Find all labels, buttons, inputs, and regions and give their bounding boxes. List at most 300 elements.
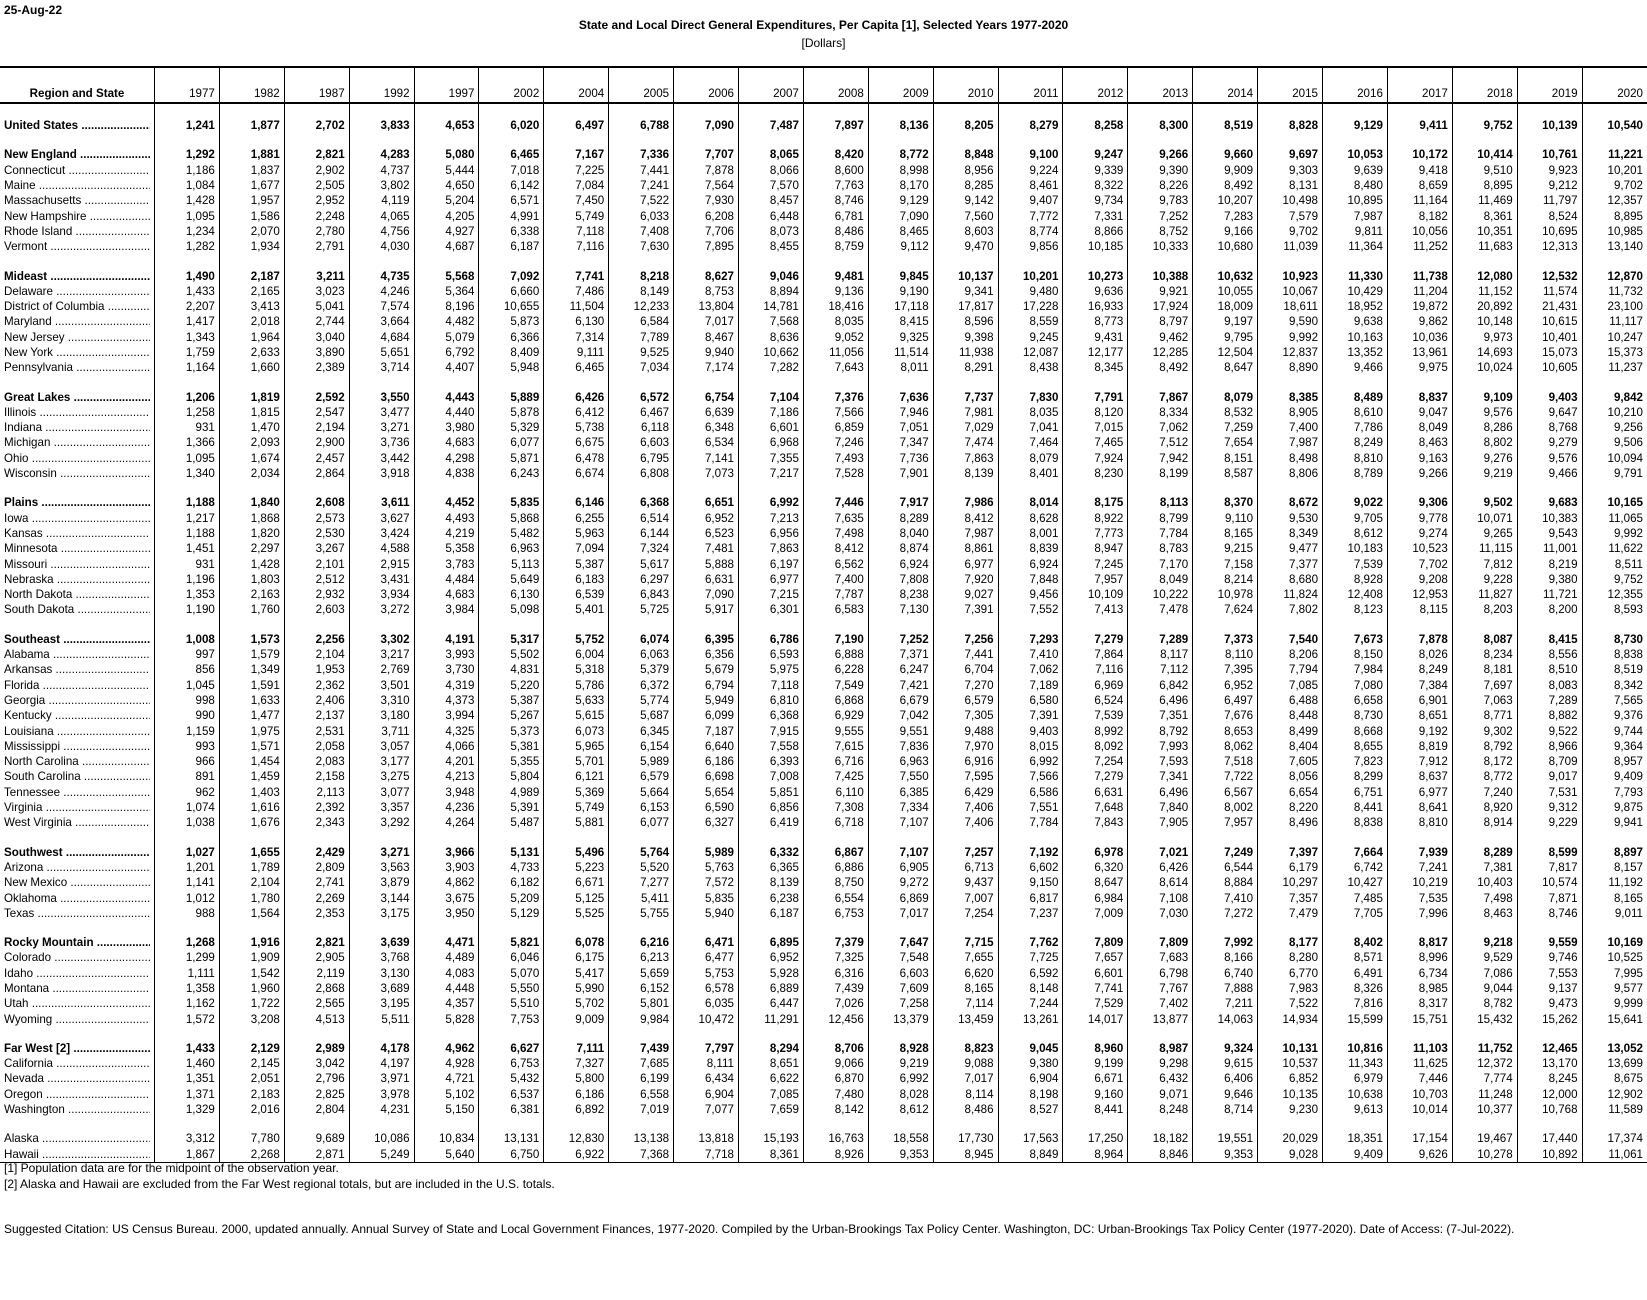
- value-cell: 7,643: [803, 360, 868, 375]
- row-name: [0, 163, 154, 178]
- value-cell: 7,595: [933, 769, 998, 784]
- value-cell: 1,366: [154, 435, 219, 450]
- value-cell: 9,975: [1387, 360, 1452, 375]
- spacer-cell: [414, 481, 479, 495]
- spacer-cell: [349, 830, 414, 844]
- value-cell: 8,797: [1128, 314, 1193, 329]
- value-cell: 6,901: [1387, 693, 1452, 708]
- spacer-cell: [739, 133, 804, 147]
- value-cell: 7,034: [609, 360, 674, 375]
- value-cell: 1,960: [219, 981, 284, 996]
- value-cell: 2,871: [284, 1147, 349, 1163]
- value-cell: 7,558: [739, 739, 804, 754]
- value-cell: 5,358: [414, 541, 479, 556]
- spacer-cell: [1452, 254, 1517, 268]
- value-cell: 2,165: [219, 284, 284, 299]
- value-cell: 7,763: [803, 178, 868, 193]
- value-cell: 9,647: [1517, 405, 1582, 420]
- value-cell: 5,654: [674, 785, 739, 800]
- value-cell: 8,714: [1193, 1102, 1258, 1117]
- value-cell: 5,725: [609, 602, 674, 617]
- value-cell: 6,658: [1323, 693, 1388, 708]
- spacer-cell: [803, 618, 868, 632]
- value-cell: 6,142: [479, 178, 544, 193]
- value-cell: 8,928: [868, 1041, 933, 1056]
- value-cell: 9,298: [1128, 1056, 1193, 1071]
- value-cell: 1,674: [219, 451, 284, 466]
- value-cell: 7,512: [1128, 435, 1193, 450]
- value-cell: 6,631: [674, 572, 739, 587]
- row-name-text: Tennessee .....: [4, 785, 150, 800]
- value-cell: 5,633: [544, 693, 609, 708]
- value-cell: 3,736: [349, 435, 414, 450]
- state-row: [0, 981, 1647, 996]
- value-cell: 14,017: [1063, 1011, 1128, 1026]
- value-cell: 7,017: [674, 314, 739, 329]
- value-cell: 9,811: [1323, 224, 1388, 239]
- row-name-text: Mississippi .....: [4, 739, 150, 754]
- footnote-2: [2] Alaska and Hawaii are excluded from the Far West regional totals, but are included in the U.S. totals.: [4, 1177, 555, 1191]
- value-cell: 8,672: [1258, 495, 1323, 510]
- value-cell: 7,480: [803, 1087, 868, 1102]
- value-cell: 5,487: [479, 815, 544, 830]
- value-cell: 8,299: [1323, 769, 1388, 784]
- value-cell: 7,062: [998, 662, 1063, 677]
- value-cell: 10,703: [1387, 1087, 1452, 1102]
- spacer-cell: [1128, 375, 1193, 389]
- value-cell: 8,461: [998, 178, 1063, 193]
- value-cell: 9,137: [1517, 981, 1582, 996]
- value-cell: 1,045: [154, 678, 219, 693]
- value-cell: 6,956: [739, 526, 804, 541]
- value-cell: 7,174: [674, 360, 739, 375]
- value-cell: 6,327: [674, 815, 739, 830]
- value-cell: 8,774: [998, 224, 1063, 239]
- value-cell: 8,079: [998, 451, 1063, 466]
- value-cell: 7,498: [803, 526, 868, 541]
- value-cell: 7,901: [868, 466, 933, 481]
- value-cell: 12,372: [1452, 1056, 1517, 1071]
- value-cell: 7,080: [1323, 678, 1388, 693]
- value-cell: 4,862: [414, 875, 479, 890]
- value-cell: 7,498: [1452, 890, 1517, 905]
- value-cell: 7,707: [674, 147, 739, 162]
- value-cell: 7,780: [219, 1131, 284, 1146]
- spacer-cell: [1258, 254, 1323, 268]
- value-cell: 7,325: [803, 950, 868, 965]
- value-cell: 16,933: [1063, 299, 1128, 314]
- state-row: [0, 1147, 1647, 1163]
- spacer-cell: [1517, 1117, 1582, 1131]
- value-cell: 8,599: [1517, 844, 1582, 859]
- value-cell: 8,114: [933, 1087, 998, 1102]
- row-name-text: Wyoming .....: [4, 1012, 150, 1027]
- value-cell: 6,121: [544, 769, 609, 784]
- value-cell: 6,639: [674, 405, 739, 420]
- header-year: 2011: [998, 67, 1063, 103]
- value-cell: 6,963: [479, 541, 544, 556]
- value-cell: 2,821: [284, 935, 349, 950]
- value-cell: 7,114: [933, 996, 998, 1011]
- value-cell: 11,204: [1387, 284, 1452, 299]
- value-cell: 8,136: [868, 118, 933, 133]
- value-cell: 6,152: [609, 981, 674, 996]
- value-cell: 7,446: [1387, 1071, 1452, 1086]
- value-cell: 5,651: [349, 345, 414, 360]
- spacer-cell: [284, 133, 349, 147]
- spacer-cell: [219, 375, 284, 389]
- value-cell: 6,992: [739, 495, 804, 510]
- value-cell: 2,104: [284, 647, 349, 662]
- value-cell: 2,248: [284, 208, 349, 223]
- value-cell: 8,499: [1258, 723, 1323, 738]
- value-cell: 7,252: [1128, 208, 1193, 223]
- value-cell: 7,570: [739, 178, 804, 193]
- value-cell: 5,220: [479, 678, 544, 693]
- row-name: [0, 284, 154, 299]
- value-cell: 7,450: [544, 193, 609, 208]
- value-cell: 7,664: [1323, 844, 1388, 859]
- value-cell: 17,154: [1387, 1131, 1452, 1146]
- value-cell: 6,794: [674, 678, 739, 693]
- spacer-cell: [479, 921, 544, 935]
- value-cell: 8,627: [674, 268, 739, 283]
- region-row: [0, 495, 1647, 510]
- spacer-cell: [1128, 1117, 1193, 1131]
- state-row: [0, 466, 1647, 481]
- value-cell: 9,576: [1452, 405, 1517, 420]
- value-cell: 7,648: [1063, 800, 1128, 815]
- value-cell: 8,465: [868, 224, 933, 239]
- spacer-cell: [803, 103, 868, 118]
- spacer-cell: [1258, 103, 1323, 118]
- value-cell: 7,118: [544, 224, 609, 239]
- value-cell: 8,385: [1258, 389, 1323, 404]
- value-cell: 1,677: [219, 178, 284, 193]
- value-cell: 9,129: [868, 193, 933, 208]
- value-cell: 5,749: [544, 208, 609, 223]
- value-cell: 3,627: [349, 511, 414, 526]
- value-cell: 17,924: [1128, 299, 1193, 314]
- value-cell: 11,622: [1582, 541, 1647, 556]
- value-cell: 12,504: [1193, 345, 1258, 360]
- value-cell: 4,489: [414, 950, 479, 965]
- value-cell: 5,764: [609, 844, 674, 859]
- spacer-cell: [219, 481, 284, 495]
- row-name: [0, 769, 154, 784]
- header-year: 2007: [739, 67, 804, 103]
- spacer-cell: [803, 481, 868, 495]
- value-cell: 8,641: [1387, 800, 1452, 815]
- value-cell: 1,542: [219, 966, 284, 981]
- value-cell: 5,888: [674, 556, 739, 571]
- spacer-cell: [1323, 1027, 1388, 1041]
- value-cell: 11,827: [1452, 587, 1517, 602]
- value-cell: 7,371: [868, 647, 933, 662]
- value-cell: 6,781: [803, 208, 868, 223]
- value-cell: 7,400: [1258, 420, 1323, 435]
- value-cell: 7,920: [933, 572, 998, 587]
- spacer-cell: [0, 1027, 154, 1041]
- value-cell: 1,459: [219, 769, 284, 784]
- value-cell: 11,001: [1517, 541, 1582, 556]
- value-cell: 10,498: [1258, 193, 1323, 208]
- value-cell: 3,550: [349, 389, 414, 404]
- spacer-cell: [0, 481, 154, 495]
- value-cell: 8,675: [1582, 1071, 1647, 1086]
- row-name-text: Arizona .....: [4, 860, 150, 875]
- value-cell: 4,991: [479, 208, 544, 223]
- row-name: [0, 1102, 154, 1117]
- spacer-cell: [739, 1117, 804, 1131]
- spacer-row: [0, 921, 1647, 935]
- spacer-cell: [154, 375, 219, 389]
- value-cell: 7,090: [868, 208, 933, 223]
- spacer-cell: [544, 375, 609, 389]
- value-cell: 4,493: [414, 511, 479, 526]
- value-cell: 12,233: [609, 299, 674, 314]
- row-name-text: Virginia .....: [4, 800, 150, 815]
- value-cell: 7,996: [1387, 906, 1452, 921]
- row-name: [0, 662, 154, 677]
- value-cell: 1,815: [219, 405, 284, 420]
- value-cell: 1,027: [154, 844, 219, 859]
- spacer-cell: [349, 103, 414, 118]
- value-cell: 9,522: [1517, 723, 1582, 738]
- value-cell: 3,978: [349, 1087, 414, 1102]
- value-cell: 1,460: [154, 1056, 219, 1071]
- value-cell: 11,115: [1452, 541, 1517, 556]
- value-cell: 8,131: [1258, 178, 1323, 193]
- value-cell: 5,223: [544, 860, 609, 875]
- value-cell: 5,391: [479, 800, 544, 815]
- value-cell: 7,676: [1193, 708, 1258, 723]
- value-cell: 1,760: [219, 602, 284, 617]
- value-cell: 11,752: [1452, 1041, 1517, 1056]
- value-cell: 7,605: [1258, 754, 1323, 769]
- row-name-text: South Dakota .....: [4, 602, 150, 617]
- value-cell: 9,353: [868, 1147, 933, 1163]
- value-cell: 8,142: [803, 1102, 868, 1117]
- value-cell: 7,574: [349, 299, 414, 314]
- value-cell: 7,784: [998, 815, 1063, 830]
- value-cell: 3,918: [349, 466, 414, 481]
- value-cell: 10,139: [1517, 118, 1582, 133]
- spacer-cell: [1387, 375, 1452, 389]
- value-cell: 1,074: [154, 800, 219, 815]
- row-name-text: West Virginia .....: [4, 815, 150, 830]
- value-cell: 7,355: [739, 451, 804, 466]
- value-cell: 8,628: [998, 511, 1063, 526]
- value-cell: 2,804: [284, 1102, 349, 1117]
- value-cell: 3,144: [349, 890, 414, 905]
- row-name: [0, 466, 154, 481]
- state-row: [0, 345, 1647, 360]
- value-cell: 12,837: [1258, 345, 1323, 360]
- value-cell: 1,957: [219, 193, 284, 208]
- row-name-text: District of Columbia .....: [4, 299, 150, 314]
- spacer-cell: [1323, 481, 1388, 495]
- value-cell: 7,413: [1063, 602, 1128, 617]
- value-cell: 4,236: [414, 800, 479, 815]
- value-cell: 8,438: [998, 360, 1063, 375]
- row-name-text: Alaska .....: [4, 1131, 150, 1146]
- value-cell: 6,810: [739, 693, 804, 708]
- value-cell: 4,733: [479, 860, 544, 875]
- value-cell: 7,564: [674, 178, 739, 193]
- state-row: [0, 647, 1647, 662]
- value-cell: 8,172: [1452, 754, 1517, 769]
- region-row: [0, 147, 1647, 162]
- value-cell: 7,041: [998, 420, 1063, 435]
- value-cell: 7,029: [933, 420, 998, 435]
- value-cell: 8,291: [933, 360, 998, 375]
- value-cell: 1,417: [154, 314, 219, 329]
- value-cell: 9,481: [803, 268, 868, 283]
- spacer-cell: [998, 830, 1063, 844]
- value-cell: 3,768: [349, 950, 414, 965]
- value-cell: 8,753: [674, 284, 739, 299]
- value-cell: 7,018: [479, 163, 544, 178]
- spacer-cell: [1387, 618, 1452, 632]
- value-cell: 2,741: [284, 875, 349, 890]
- value-cell: 11,574: [1517, 284, 1582, 299]
- value-cell: 4,231: [349, 1102, 414, 1117]
- state-row: [0, 723, 1647, 738]
- value-cell: 10,169: [1582, 935, 1647, 950]
- value-cell: 8,056: [1258, 769, 1323, 784]
- value-cell: 3,357: [349, 800, 414, 815]
- value-cell: 1,564: [219, 906, 284, 921]
- row-name-text: Alabama .....: [4, 647, 150, 662]
- spacer-cell: [284, 618, 349, 632]
- value-cell: 5,989: [609, 754, 674, 769]
- spacer-cell: [609, 254, 674, 268]
- value-cell: 7,256: [933, 632, 998, 647]
- value-cell: 6,631: [1063, 785, 1128, 800]
- value-cell: 8,964: [1063, 1147, 1128, 1163]
- value-cell: 8,001: [998, 526, 1063, 541]
- value-cell: 10,383: [1517, 511, 1582, 526]
- value-cell: 9,136: [803, 284, 868, 299]
- spacer-cell: [349, 375, 414, 389]
- value-cell: 7,406: [933, 800, 998, 815]
- spacer-cell: [414, 375, 479, 389]
- header-year: 2004: [544, 67, 609, 103]
- value-cell: 7,402: [1128, 996, 1193, 1011]
- spacer-cell: [154, 1027, 219, 1041]
- value-cell: 13,138: [609, 1131, 674, 1146]
- value-cell: 7,257: [933, 844, 998, 859]
- value-cell: 2,083: [284, 754, 349, 769]
- value-cell: 1,196: [154, 572, 219, 587]
- value-cell: 8,866: [1063, 224, 1128, 239]
- value-cell: 6,406: [1193, 1071, 1258, 1086]
- value-cell: 4,653: [414, 118, 479, 133]
- value-cell: 2,343: [284, 815, 349, 830]
- header-year: 1982: [219, 67, 284, 103]
- value-cell: 6,063: [609, 647, 674, 662]
- value-cell: 8,848: [933, 147, 998, 162]
- value-cell: 3,833: [349, 118, 414, 133]
- value-cell: 5,990: [544, 981, 609, 996]
- value-cell: 7,357: [1258, 890, 1323, 905]
- value-cell: 7,225: [544, 163, 609, 178]
- value-cell: 9,109: [1452, 389, 1517, 404]
- state-row: [0, 541, 1647, 556]
- spacer-cell: [1193, 1027, 1258, 1041]
- value-cell: 10,219: [1387, 875, 1452, 890]
- value-cell: 8,219: [1517, 556, 1582, 571]
- value-cell: 13,052: [1582, 1041, 1647, 1056]
- value-cell: 6,187: [739, 906, 804, 921]
- row-name: [0, 754, 154, 769]
- value-cell: 1,953: [284, 662, 349, 677]
- value-cell: 10,523: [1387, 541, 1452, 556]
- value-cell: 8,205: [933, 118, 998, 133]
- value-cell: 10,680: [1193, 239, 1258, 254]
- value-cell: 1,188: [154, 526, 219, 541]
- value-cell: 8,894: [739, 284, 804, 299]
- value-cell: 8,149: [609, 284, 674, 299]
- value-cell: 7,772: [998, 208, 1063, 223]
- value-cell: 5,702: [544, 996, 609, 1011]
- value-cell: 9,477: [1258, 541, 1323, 556]
- value-cell: 7,425: [803, 769, 868, 784]
- value-cell: 8,782: [1452, 996, 1517, 1011]
- value-cell: 9,407: [998, 193, 1063, 208]
- value-cell: 7,042: [868, 708, 933, 723]
- value-cell: 9,208: [1387, 572, 1452, 587]
- value-cell: 7,863: [739, 541, 804, 556]
- value-cell: 6,856: [739, 800, 804, 815]
- row-name: [0, 785, 154, 800]
- value-cell: 7,090: [674, 587, 739, 602]
- value-cell: 8,289: [1452, 844, 1517, 859]
- value-cell: 8,412: [933, 511, 998, 526]
- state-row: [0, 208, 1647, 223]
- value-cell: 8,519: [1582, 662, 1647, 677]
- value-cell: 7,970: [933, 739, 998, 754]
- value-cell: 6,924: [868, 556, 933, 571]
- spacer-cell: [1452, 921, 1517, 935]
- value-cell: 8,415: [1517, 632, 1582, 647]
- value-cell: 1,454: [219, 754, 284, 769]
- value-cell: 7,270: [933, 678, 998, 693]
- value-cell: 7,572: [674, 875, 739, 890]
- spacer-cell: [544, 618, 609, 632]
- spacer-cell: [1258, 375, 1323, 389]
- value-cell: 9,027: [933, 587, 998, 602]
- spacer-cell: [349, 133, 414, 147]
- value-cell: 8,773: [1063, 314, 1128, 329]
- value-cell: 1,868: [219, 511, 284, 526]
- spacer-cell: [219, 618, 284, 632]
- row-name: [0, 693, 154, 708]
- spacer-cell: [868, 618, 933, 632]
- value-cell: 5,878: [479, 405, 544, 420]
- spacer-cell: [1128, 254, 1193, 268]
- value-cell: 8,510: [1517, 662, 1582, 677]
- value-cell: 9,022: [1323, 495, 1388, 510]
- value-cell: 7,167: [544, 147, 609, 162]
- value-cell: 13,170: [1517, 1056, 1582, 1071]
- value-cell: 9,577: [1582, 981, 1647, 996]
- spacer-cell: [1323, 830, 1388, 844]
- value-cell: 2,018: [219, 314, 284, 329]
- value-cell: 8,610: [1323, 405, 1388, 420]
- spacer-cell: [1193, 618, 1258, 632]
